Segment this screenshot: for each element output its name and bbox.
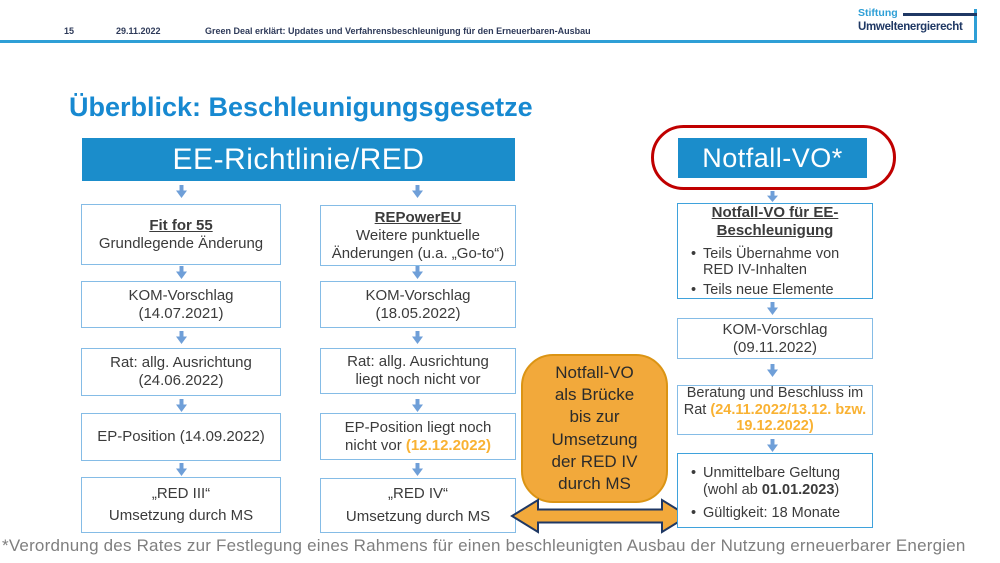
banner-ee-richtlinie-red: EE-Richtlinie/RED [82,138,515,181]
logo [853,9,977,43]
slide-title: Überblick: Beschleunigungsgesetze [69,92,533,122]
box-line [682,385,868,435]
bold-date: 01.01.2023 [761,482,835,499]
highlight-date: (12.12.2022) [405,436,491,454]
down-arrow-icon [767,191,778,202]
bullet-item: • Gültigkeit: 18 Monate [690,505,868,522]
bullet-item: • Teils neue Elemente [690,282,868,299]
down-arrow-icon [412,266,423,279]
box-line: KOM-Vorschlag [722,320,828,338]
box-line: Umsetzung durch MS [345,507,491,525]
header [0,0,977,43]
down-arrow-icon [176,185,187,198]
down-arrow-icon [412,331,423,344]
box-beratung-beschluss [677,385,873,435]
box-line-text: Beratung und Beschluss im Rat [683,385,864,418]
box-line: KOM-Vorschlag [365,286,471,304]
down-arrow-icon [412,463,423,476]
box-title: REPowerEU [374,208,462,226]
box-repowereu [320,205,516,266]
box-line: KOM-Vorschlag [128,286,234,304]
down-arrow-icon [176,463,187,476]
box-line [345,437,491,455]
highlight-date: (24.11.2022/13.12. bzw. 19.12.2022) [710,401,867,435]
down-arrow-icon [767,364,778,377]
bridge-line: der RED IV [551,451,638,471]
footnote: *Verordnung des Rates zur Festlegung eines Rahmens für einen beschleunigten Ausbau der Nutzung erneuerbarer Energien [2,536,966,555]
bullet-item [690,465,868,498]
double-arrow-icon [509,497,691,535]
down-arrow-icon [176,266,187,279]
bridge-line: durch MS [558,473,631,493]
logo-rule [903,13,977,16]
box-fit-for-55 [81,204,281,265]
box-rat-ausrichtung-red3 [81,348,281,396]
page-number: 15 [64,26,75,36]
box-line: liegt noch nicht vor [355,371,481,388]
down-arrow-icon [176,331,187,344]
bullet-text: Unmittelbare Geltung (wohl ab [703,465,841,499]
box-ep-position-red4 [320,413,516,460]
box-red3-umsetzung [81,477,281,533]
box-line: Rat: allg. Ausrichtung [347,353,489,370]
box-kom-vorschlag-red3 [81,281,281,328]
box-line: EP-Position liegt noch [344,418,492,436]
header-doc-title: Green Deal erklärt: Updates und Verfahrensbeschleunigung für den Erneuerbaren-Ausbau [205,26,591,36]
box-title: Notfall-VO für EE-Beschleunigung [711,203,839,239]
box-line: „RED III“ [151,484,211,502]
bullet-text: ) [834,482,840,499]
box-red4-umsetzung [320,478,516,533]
box-line: (14.07.2021) [138,304,224,322]
box-geltung-gueltigkeit [677,453,873,528]
logo-line1: Stiftung [858,7,898,19]
down-arrow-icon [412,185,423,198]
box-body: Grundlegende Änderung [98,234,264,252]
banner-notfall-vo: Notfall-VO* [678,138,867,178]
box-line: (24.06.2022) [138,372,224,389]
bridge-line: Umsetzung [551,429,638,449]
down-arrow-icon [767,302,778,315]
bullet-item: • Teils Übernahme von RED IV-Inhalten [690,246,868,279]
bullet-list [682,462,868,521]
box-line: (18.05.2022) [375,304,461,322]
bullet-list [682,243,868,299]
box-line: EP-Position (14.09.2022) [97,428,265,445]
box-line: Rat: allg. Ausrichtung [110,354,252,371]
bridge-line: Notfall-VO [555,363,634,383]
box-title: Fit for 55 [149,216,213,234]
logo-line2: Umweltenergierecht [858,21,963,33]
box-line: Umsetzung durch MS [108,507,254,524]
box-body: Weitere punktuelle Änderungen (u.a. „Go-to“) [331,226,505,262]
bridge-line: bis zur [569,407,620,427]
bridge-callout [521,354,668,503]
box-rat-ausrichtung-red4 [320,348,516,394]
box-line-text: nicht vor [345,436,406,454]
box-line: (09.11.2022) [733,338,817,356]
header-date: 29.11.2022 [116,26,161,36]
box-kom-vorschlag-notfall [677,318,873,359]
box-notfall-vo-beschleunigung [677,203,873,299]
box-kom-vorschlag-red4 [320,281,516,328]
bridge-line: als Brücke [554,385,635,405]
box-ep-position-red3 [81,413,281,461]
down-arrow-icon [176,399,187,412]
down-arrow-icon [412,399,423,412]
down-arrow-icon [767,439,778,452]
box-line: „RED IV“ [388,485,448,502]
